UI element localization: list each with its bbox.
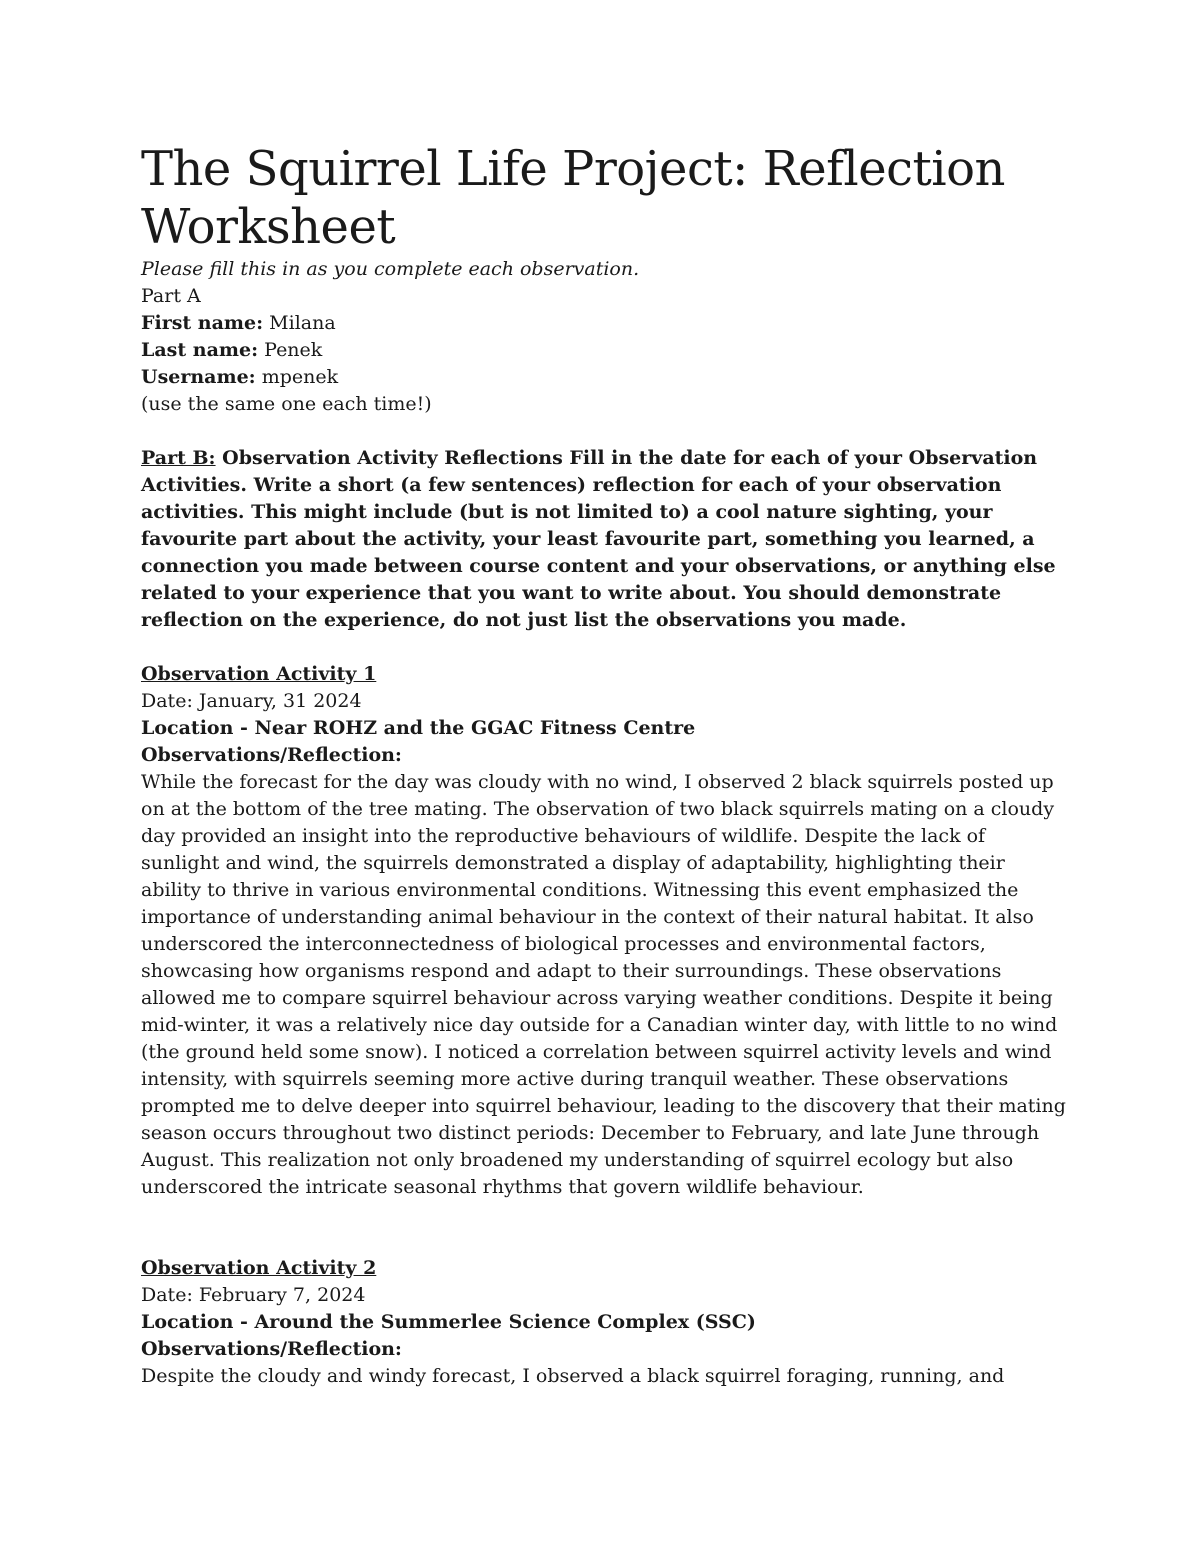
observation-1-date: Date: January, 31 2024 <box>141 690 362 712</box>
last-name-row <box>141 337 1066 364</box>
observation-2-heading: Observation Activity 2 <box>141 1257 377 1279</box>
observation-2-reflection-label: Observations/Reflection: <box>141 1338 402 1360</box>
instruction-text: Please fill this in as you complete each observation. <box>141 258 640 280</box>
username-note: (use the same one each time!) <box>141 393 432 415</box>
username-value: mpenek <box>255 366 339 388</box>
observation-1-reflection-label: Observations/Reflection: <box>141 744 402 766</box>
observation-2-location: Location - Around the Summerlee Science Complex (SSC) <box>141 1311 756 1333</box>
observation-1-location: Location - Near ROHZ and the GGAC Fitness Centre <box>141 717 696 739</box>
part-a-label: Part A <box>141 285 201 307</box>
document-title: The Squirrel Life Project: Reflection Worksheet <box>141 141 1005 255</box>
first-name-label: First name: <box>141 312 264 334</box>
spacer <box>141 634 1066 661</box>
observation-2-text: Despite the cloudy and windy forecast, I observed a black squirrel foraging, running, and <box>141 1365 1005 1387</box>
spacer <box>141 1201 1066 1255</box>
first-name-row <box>141 310 1066 337</box>
last-name-value: Penek <box>258 339 323 361</box>
observation-1-heading: Observation Activity 1 <box>141 663 377 685</box>
last-name-label: Last name: <box>141 339 259 361</box>
part-b-instructions <box>141 445 1066 634</box>
part-b-text: Observation Activity Reflections Fill in the date for each of your Observation Activities. Write a short (a few sentences) reflection for each of your observation activities. This might include (but is not limited to) a cool nature sighting, your favourite part about the activity, your least favourite part, something you learned, a connection you made between course content and your observations, or anything else related to your experience that you want to write about. You should demonstrate reflection on the experience, do not just list the observations you made. <box>141 447 1056 631</box>
observation-1-text: While the forecast for the day was cloudy with no wind, I observed 2 black squirrels posted up on at the bottom of the tree mating. The observation of two black squirrels mating on a cloudy day provided an insight into the reproductive behaviours of wildlife. Despite the lack of sunlight and wind, the squirrels demonstrated a display of adaptability, highlighting their ability to thrive in various environmental conditions. Witnessing this event emphasized the importance of understanding animal behaviour in the context of their natural habitat. It also underscored the interconnectedness of biological processes and environmental factors, showcasing how organisms respond and adapt to their surroundings. These observations allowed me to compare squirrel behaviour across varying weather conditions. Despite it being mid-winter, it was a relatively nice day outside for a Canadian winter day, with little to no wind (the ground held some snow). I noticed a correlation between squirrel activity levels and wind intensity, with squirrels seeming more active during tranquil weather. These observations prompted me to delve deeper into squirrel behaviour, leading to the discovery that their mating season occurs throughout two distinct periods: December to February, and late June through August. This realization not only broadened my understanding of squirrel ecology but also underscored the intricate seasonal rhythms that govern wildlife behaviour. <box>141 771 1066 1198</box>
username-row <box>141 364 1066 391</box>
username-label: Username: <box>141 366 256 388</box>
part-b-label: Part B: <box>141 447 216 469</box>
observation-2-date: Date: February 7, 2024 <box>141 1284 366 1306</box>
spacer <box>141 418 1066 445</box>
first-name-value: Milana <box>263 312 336 334</box>
document-page <box>141 140 1066 1390</box>
